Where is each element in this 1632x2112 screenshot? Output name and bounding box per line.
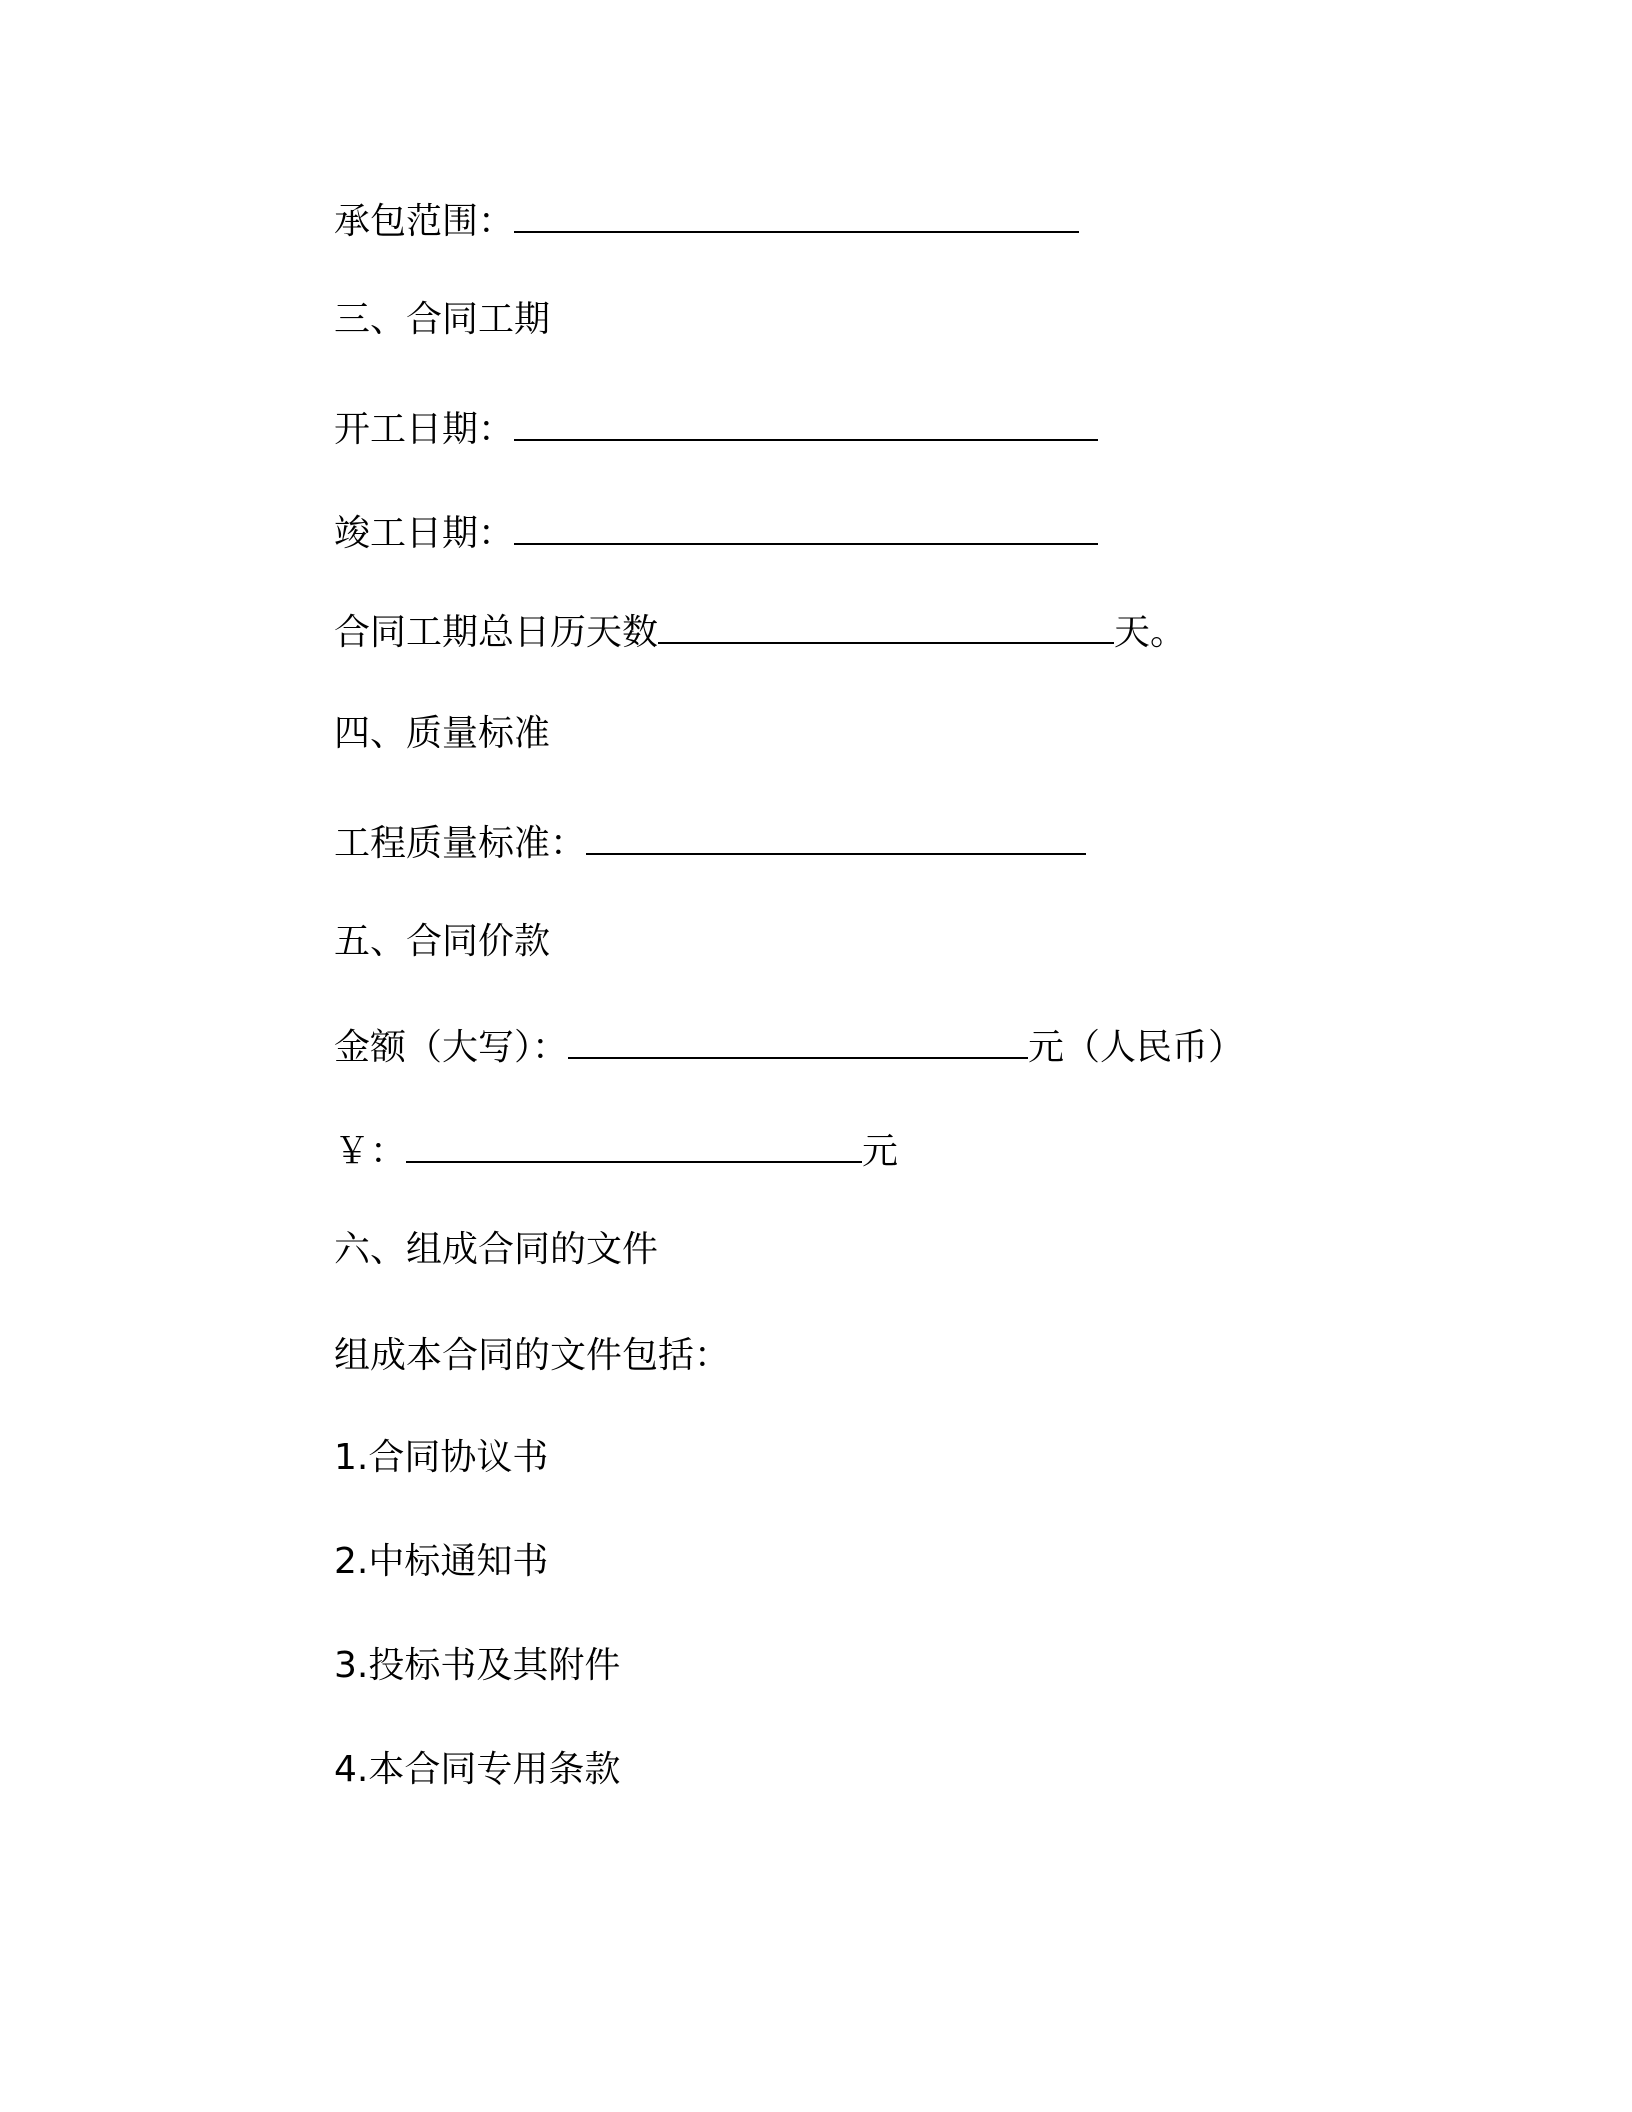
amount-uppercase-field <box>334 1026 1244 1070</box>
quality-standard-field <box>334 822 1086 866</box>
total-days-label: 合同工期总日历天数 <box>334 612 659 653</box>
quality-standard-label: 工程质量标准： <box>334 823 587 864</box>
section-heading-quality-standard: 四、质量标准 <box>334 713 551 754</box>
amount-numeric-blank[interactable] <box>406 1139 862 1163</box>
list-item: 3.投标书及其附件 <box>334 1645 621 1686</box>
start-date-field <box>334 408 1098 452</box>
section-heading-contract-documents: 六、组成合同的文件 <box>334 1229 659 1270</box>
contract-scope-field <box>334 200 1079 244</box>
amount-uppercase-suffix: 元（人民币） <box>1028 1027 1245 1068</box>
amount-uppercase-blank[interactable] <box>568 1035 1028 1059</box>
completion-date-label: 竣工日期： <box>334 513 515 554</box>
completion-date-blank[interactable] <box>514 521 1098 545</box>
section-heading-contract-price: 五、合同价款 <box>334 921 551 962</box>
list-item: 2.中标通知书 <box>334 1541 549 1582</box>
quality-standard-blank[interactable] <box>586 831 1086 855</box>
amount-numeric-field <box>334 1130 898 1174</box>
documents-intro: 组成本合同的文件包括： <box>334 1335 731 1376</box>
amount-uppercase-label: 金额（大写）： <box>334 1027 569 1068</box>
total-days-suffix: 天。 <box>1114 612 1187 653</box>
contract-scope-blank[interactable] <box>514 209 1079 233</box>
list-item: 1.合同协议书 <box>334 1437 549 1478</box>
start-date-blank[interactable] <box>514 417 1098 441</box>
total-days-field <box>334 611 1186 655</box>
total-days-blank[interactable] <box>658 620 1114 644</box>
amount-numeric-label: ￥： <box>334 1131 407 1172</box>
list-item: 4.本合同专用条款 <box>334 1749 621 1790</box>
start-date-label: 开工日期： <box>334 409 515 450</box>
contract-scope-label: 承包范围： <box>334 201 515 242</box>
amount-numeric-suffix: 元 <box>862 1131 899 1172</box>
completion-date-field <box>334 512 1098 556</box>
section-heading-contract-period: 三、合同工期 <box>334 299 551 340</box>
